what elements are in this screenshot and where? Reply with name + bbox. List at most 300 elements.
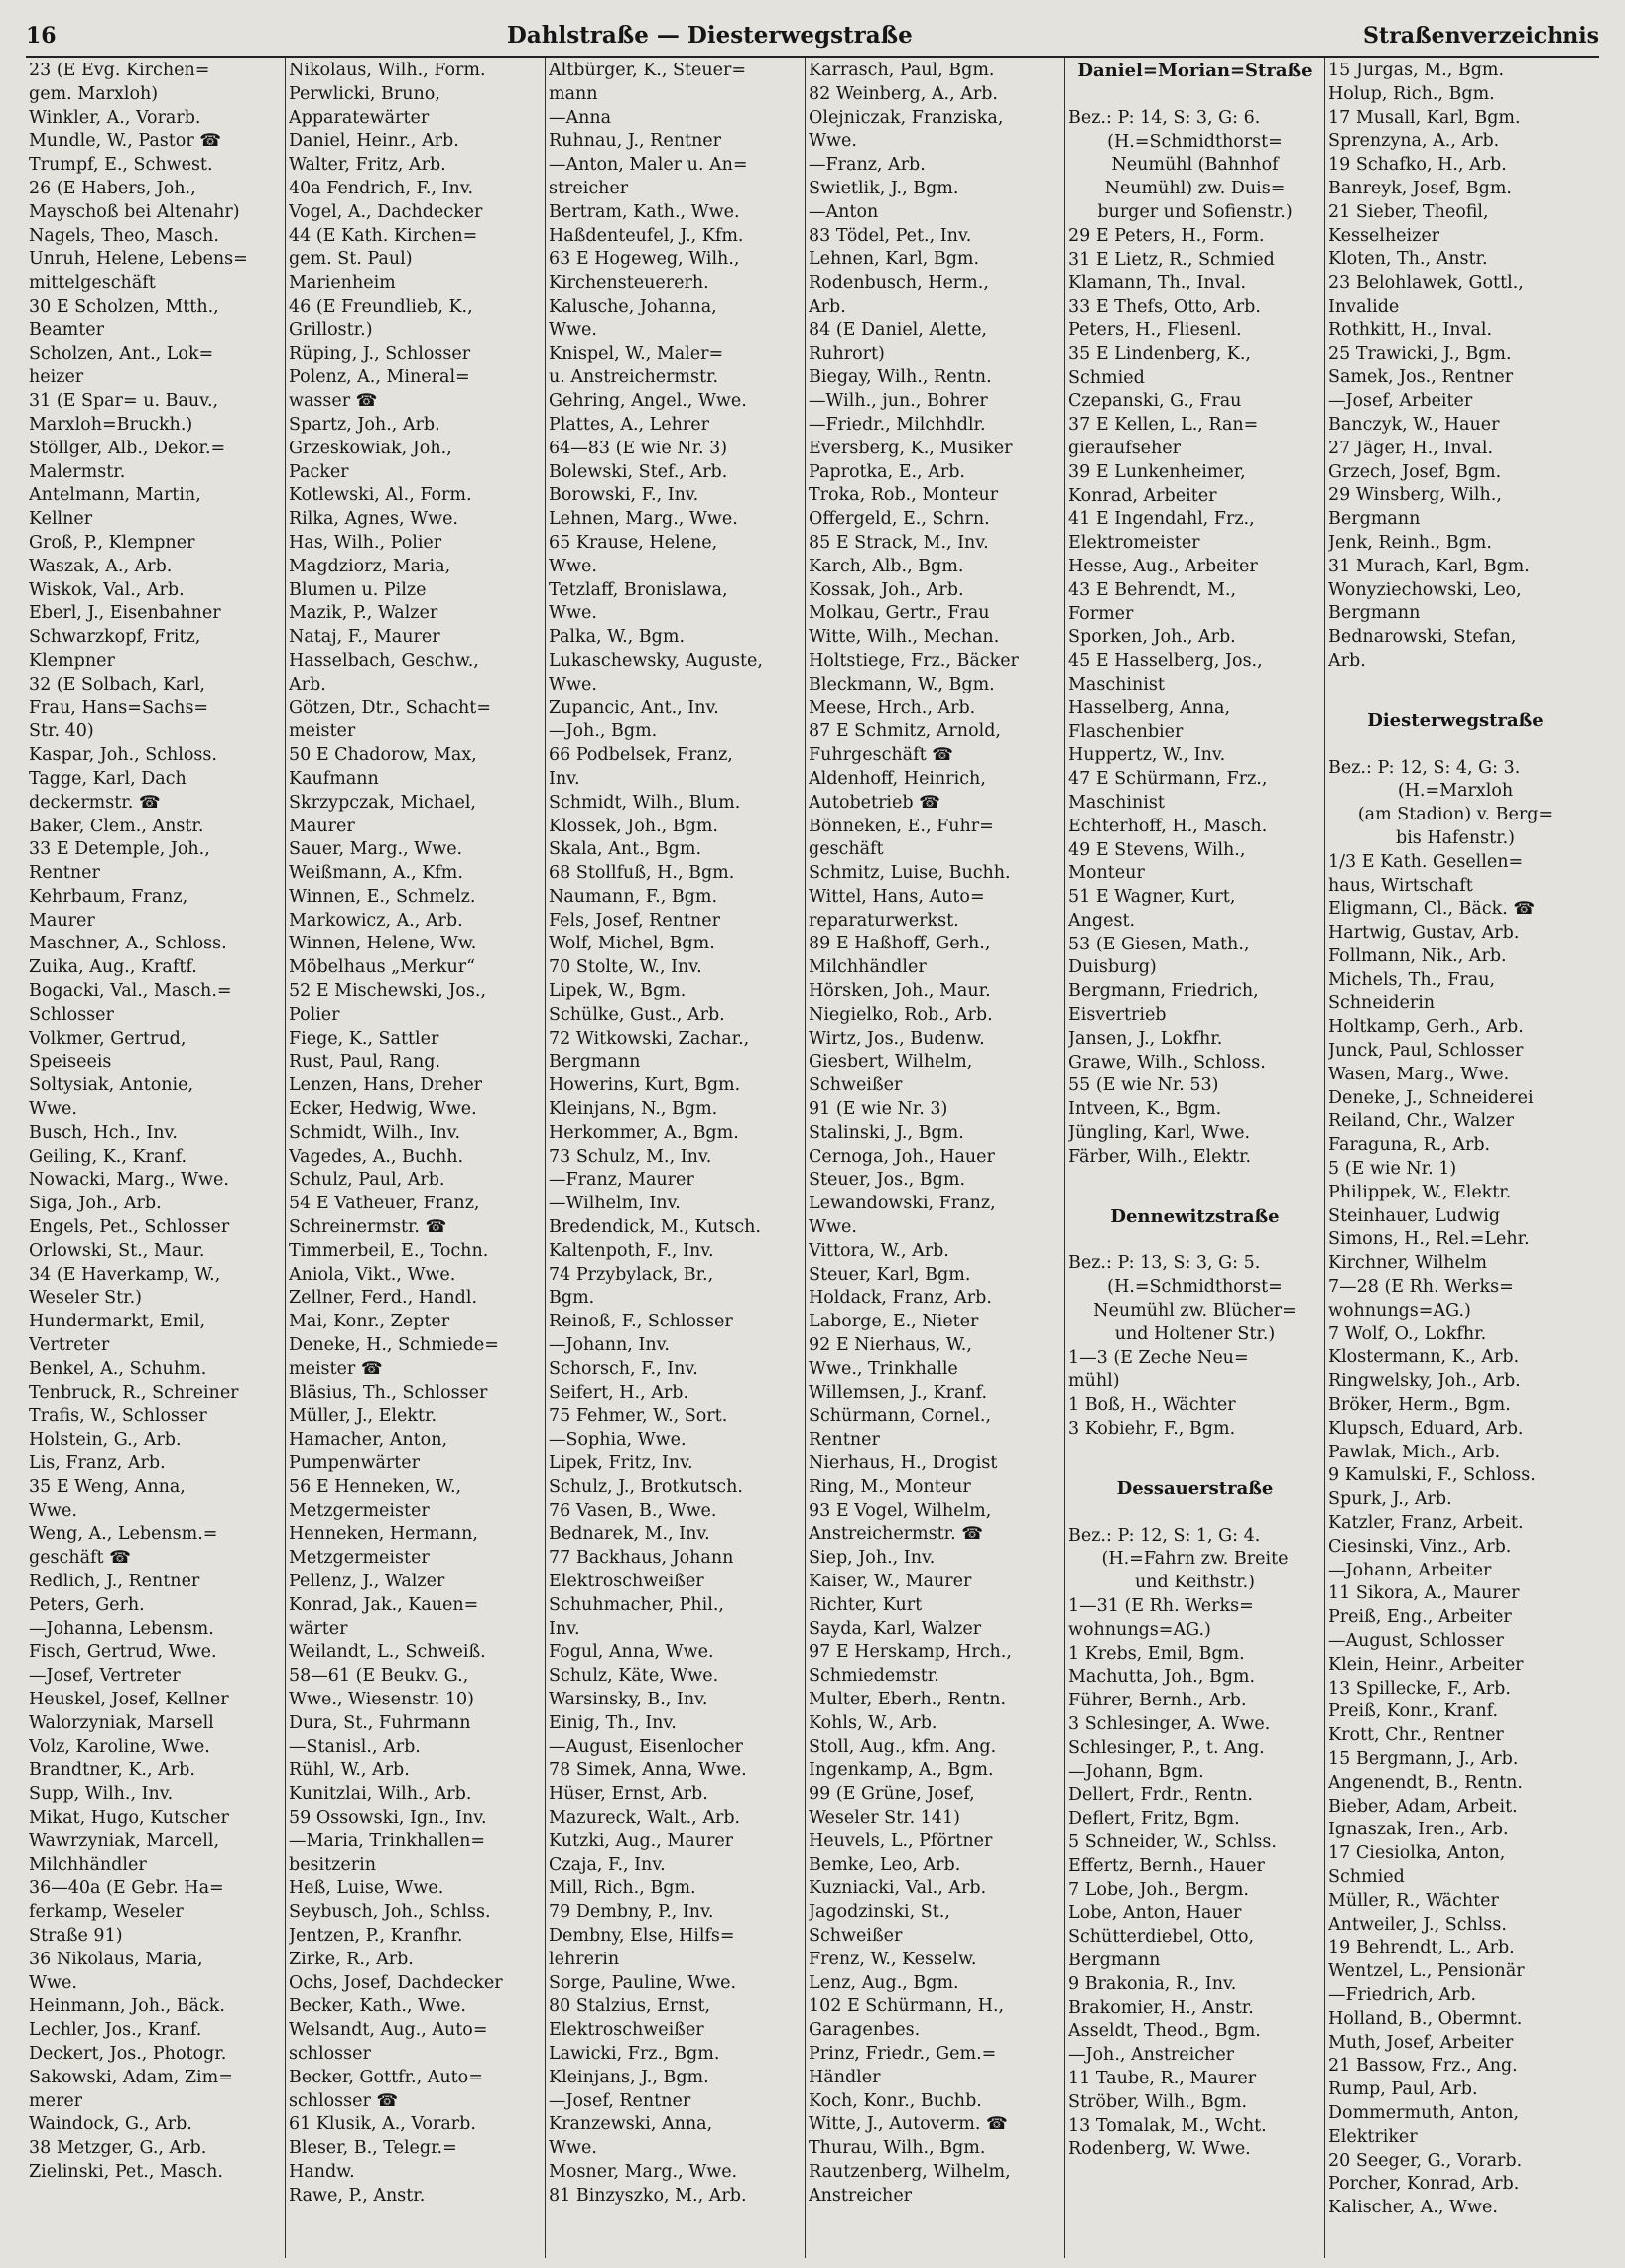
directory-entry: 23 Belohlawek, Gottl., [1328, 273, 1524, 294]
directory-entry: —Josef, Vertreter [29, 1666, 181, 1687]
directory-entry: Nierhaus, H., Drogist [809, 1453, 998, 1474]
directory-entry: Eversberg, K., Musiker [809, 438, 1013, 458]
page-title: Dahlstraße — Diesterwegstraße [506, 22, 913, 49]
directory-entry: Bredendick, M., Kutsch. [549, 1217, 761, 1238]
directory-entry: Bolewski, Stef., Arb. [549, 461, 728, 482]
directory-entry: 91 (E wie Nr. 3) [809, 1099, 948, 1120]
directory-entry: 19 Behrendt, L., Arb. [1328, 1938, 1515, 1958]
directory-entry: Junck, Paul, Schlosser [1328, 1041, 1524, 1062]
directory-entry: Klostermann, K., Arb. [1328, 1347, 1520, 1368]
directory-entry: Garagenbes. [809, 2020, 921, 2041]
directory-entry: gem. St. Paul) [289, 249, 413, 270]
directory-entry: Wwe. [29, 1099, 77, 1120]
directory-entry: mann [549, 83, 598, 104]
directory-entry: 33 E Detemple, Joh., [29, 839, 210, 860]
directory-entry: Bleser, B., Telegr.= [289, 2138, 457, 2159]
directory-entry: Witte, J., Autoverm. ☎ [809, 2114, 1008, 2135]
directory-entry: Wwe. [549, 603, 597, 624]
directory-entry: Has, Wilh., Polier [289, 532, 442, 553]
directory-entry: 35 E Weng, Anna, [29, 1476, 186, 1497]
directory-entry: 7—28 (E Rh. Werks= [1328, 1277, 1514, 1298]
directory-entry: Wawrzyniak, Marcell, [29, 1830, 220, 1851]
directory-entry: Jentzen, P., Kranfhr. [289, 1925, 463, 1946]
directory-entry: Faraguna, R., Arb. [1328, 1135, 1491, 1156]
directory-entry: 92 E Nierhaus, W., [809, 1335, 972, 1356]
directory-entry: Trumpf, E., Schwest. [29, 155, 213, 176]
directory-entry: 79 Dembny, P., Inv. [549, 1902, 714, 1923]
directory-entry: Deneke, J., Schneiderei [1328, 1087, 1534, 1108]
directory-entry: Kalusche, Johanna, [549, 296, 717, 316]
directory-entry: 29 E Peters, H., Form. [1068, 225, 1265, 246]
street-heading: Daniel=Morian=Straße [1077, 61, 1312, 81]
directory-entry: Supp, Wilh., Inv. [29, 1784, 174, 1805]
directory-entry: Czaja, F., Inv. [549, 1854, 666, 1875]
directory-entry: —Johann, Arbeiter [1328, 1560, 1492, 1580]
directory-entry: Packer [289, 461, 349, 482]
spacer [1068, 1501, 1321, 1525]
directory-entry: 81 Binzyszko, M., Arb. [549, 2185, 747, 2205]
directory-entry: 23 (E Evg. Kirchen= [29, 61, 210, 80]
directory-entry: Bogacki, Val., Masch.= [29, 981, 232, 1002]
directory-entry: 37 E Kellen, L., Ran= [1068, 415, 1259, 436]
directory-entry: Wonyziechowski, Leo, [1328, 579, 1522, 600]
directory-entry: Bergmann [549, 1052, 641, 1072]
directory-entry: Haßdenteufel, J., Kfm. [549, 225, 744, 246]
directory-entry: Bertram, Kath., Wwe. [549, 201, 740, 222]
directory-entry: Wwe., Trinkhalle [809, 1358, 958, 1379]
directory-entry: Vertreter [29, 1335, 110, 1356]
directory-entry: Anstreicher [809, 2185, 913, 2205]
directory-entry: Ruhrort) [809, 343, 885, 364]
directory-entry: Hüser, Ernst, Arb. [549, 1784, 708, 1805]
directory-entry: Elektriker [1328, 2126, 1418, 2147]
directory-entry: Mikat, Hugo, Kutscher [29, 1807, 229, 1827]
directory-entry: Bez.: P: 14, S: 3, G: 6. [1068, 107, 1261, 128]
directory-entry: 78 Simek, Anna, Wwe. [549, 1760, 747, 1781]
directory-entry: Kutzki, Aug., Maurer [549, 1830, 734, 1851]
directory-entry: Jagodzinski, St., [809, 1902, 950, 1923]
directory-entry: Schmidt, Wilh., Inv. [289, 1122, 461, 1143]
directory-entry: Wwe. [809, 1217, 857, 1238]
directory-entry: Fiege, K., Sattler [289, 1028, 439, 1049]
directory-entry: Rautzenberg, Wilhelm, [809, 2161, 1011, 2182]
directory-entry: 33 E Thefs, Otto, Arb. [1068, 297, 1261, 317]
directory-entry: Wirtz, Jos., Budenw. [809, 1028, 985, 1049]
directory-entry: Tetzlaff, Bronislawa, [549, 579, 728, 600]
directory-entry: 31 E Lietz, R., Schmied [1068, 249, 1275, 270]
directory-entry: Aniola, Vikt., Wwe. [289, 1264, 456, 1285]
directory-entry: Samek, Jos., Rentner [1328, 367, 1514, 388]
directory-entry: Wwe. [29, 1972, 77, 1993]
directory-entry: Kranzewski, Anna, [549, 2114, 713, 2135]
directory-entry: Former [1068, 603, 1134, 624]
page-number: 16 [26, 23, 57, 49]
directory-entry: —Franz, Maurer [549, 1170, 694, 1191]
directory-entry: 20 Seeger, G., Vorarb. [1328, 2150, 1523, 2171]
district-description: (H.=Fahrn zw. Breite [1101, 1549, 1289, 1570]
directory-entry: —Anton, Maler u. An= [549, 155, 748, 176]
directory-entry: Seybusch, Joh., Schlss. [289, 1902, 491, 1923]
directory-entry: Sauer, Marg., Wwe. [289, 839, 463, 860]
directory-entry: —Stanisl., Arb. [289, 1736, 421, 1757]
spacer [1328, 674, 1582, 709]
directory-entry: —August, Schlosser [1328, 1631, 1504, 1651]
directory-entry: Plattes, A., Lehrer [549, 414, 709, 435]
directory-entry: Elektromeister [1068, 533, 1200, 554]
directory-entry: Rust, Paul, Rang. [289, 1052, 441, 1072]
directory-entry: Fogul, Anna, Wwe. [549, 1642, 714, 1663]
directory-entry: Swietlik, J., Bgm. [809, 178, 959, 198]
directory-entry: Inv. [549, 768, 580, 789]
directory-entry: Rodenberg, W. Wwe. [1068, 2139, 1251, 2160]
directory-entry: Bergmann [1328, 603, 1421, 624]
district-description: (H.=Marxloh [1397, 781, 1514, 802]
directory-entry: Invalide [1328, 296, 1400, 316]
directory-entry: Simons, H., Rel.=Lehr. [1328, 1229, 1530, 1250]
directory-entry: Klein, Heinr., Arbeiter [1328, 1654, 1524, 1675]
directory-entry: Ring, M., Monteur [809, 1476, 971, 1497]
directory-entry: Ingenkamp, A., Bgm. [809, 1760, 994, 1781]
directory-entry: Sayda, Karl, Walzer [809, 1618, 982, 1639]
directory-entry: Michels, Th., Frau, [1328, 969, 1496, 990]
directory-entry: 1—3 (E Zeche Neu= [1068, 1347, 1249, 1368]
directory-entry: Schwarzkopf, Fritz, [29, 627, 201, 648]
directory-entry: Preiß, Eng., Arbeiter [1328, 1607, 1512, 1628]
directory-entry: Holland, B., Obermnt. [1328, 2008, 1523, 2029]
directory-entry: 49 E Stevens, Wilh., [1068, 839, 1246, 860]
directory-entry: Kleinjans, J., Bgm. [549, 2067, 709, 2087]
directory-entry: 55 (E wie Nr. 53) [1068, 1075, 1219, 1096]
directory-entry: Naumann, F., Bgm. [549, 886, 718, 907]
district-description: burger und Sofienstr.) [1097, 201, 1293, 222]
directory-entry: Wwe. [549, 674, 597, 694]
district-description: (H.=Schmidthorst= [1107, 131, 1283, 152]
directory-entry: Nataj, F., Maurer [289, 627, 440, 648]
section-title: Straßenverzeichnis [1363, 23, 1599, 49]
directory-entry: Schweißer [809, 1075, 903, 1096]
directory-entry: Kesselheizer [1328, 225, 1440, 246]
directory-entry: Kaufmann [289, 768, 379, 789]
directory-entry: 83 Tödel, Pet., Inv. [809, 225, 972, 246]
directory-entry: Deckert, Jos., Photogr. [29, 2043, 227, 2064]
directory-entry: Schulz, J., Brotkutsch. [549, 1476, 743, 1497]
directory-entry: Seifert, H., Arb. [549, 1382, 689, 1403]
directory-entry: Philippek, W., Elektr. [1328, 1182, 1512, 1202]
directory-entry: Stoll, Aug., kfm. Ang. [809, 1736, 997, 1757]
directory-entry: Markowicz, A., Arb. [289, 910, 463, 931]
directory-entry: Lawicki, Frz., Bgm. [549, 2043, 720, 2064]
directory-entry: 29 Winsberg, Wilh., [1328, 485, 1502, 506]
directory-entry: Steinhauer, Ludwig [1328, 1205, 1501, 1226]
directory-entry: Schütterdiebel, Otto, [1068, 1927, 1255, 1948]
directory-entry: wohnungs=AG.) [1328, 1300, 1471, 1321]
directory-entry: 65 Krause, Helene, [549, 532, 718, 553]
directory-entry: 72 Witkowski, Zachar., [549, 1028, 750, 1049]
directory-entry: Str. 40) [29, 721, 94, 742]
directory-entry: Porcher, Konrad, Arb. [1328, 2174, 1520, 2195]
directory-entry: 87 E Schmitz, Arnold, [809, 721, 1001, 742]
directory-entry: 44 (E Kath. Kirchen= [289, 225, 478, 246]
column-2 [286, 58, 546, 2258]
directory-entry: Waindock, G., Arb. [29, 2114, 192, 2135]
directory-entry: Troka, Rob., Monteur [809, 485, 999, 506]
directory-entry: Kellner [29, 509, 93, 530]
directory-entry: —Josef, Arbeiter [1328, 391, 1473, 412]
directory-entry: Sakowski, Adam, Zim= [29, 2067, 233, 2087]
directory-entry: ferkamp, Weseler [29, 1902, 184, 1923]
directory-entry: 43 E Behrendt, M., [1068, 579, 1237, 600]
directory-entry: Meese, Hrch., Arb. [809, 697, 976, 718]
directory-entry: mittelgeschäft [29, 273, 156, 294]
directory-entry: Eisvertrieb [1068, 1005, 1167, 1026]
directory-entry: Malermstr. [29, 461, 126, 482]
directory-entry: Aldenhoff, Heinrich, [809, 768, 986, 789]
directory-entry: Handw. [289, 2161, 355, 2182]
directory-entry: Hasselbach, Geschw., [289, 650, 479, 671]
directory-entry: Warsinsky, B., Inv. [549, 1689, 708, 1709]
directory-entry: 58—61 (E Beukv. G., [289, 1666, 469, 1687]
directory-entry: —Friedr., Milchhdlr. [809, 414, 986, 435]
directory-entry: mühl) [1068, 1371, 1120, 1392]
directory-entry: —Anna [549, 107, 612, 128]
directory-entry: 1 Krebs, Emil, Bgm. [1068, 1643, 1245, 1664]
spacer [1068, 83, 1321, 107]
directory-entry: Milchhändler [809, 957, 927, 978]
directory-entry: Giesbert, Wilhelm, [809, 1052, 973, 1072]
directory-entry: Sorge, Pauline, Wwe. [549, 1972, 737, 1993]
directory-entry: Kuzniacki, Val., Arb. [809, 1878, 987, 1899]
directory-entry: Klossek, Joh., Bgm. [549, 816, 718, 836]
directory-entry: Deflert, Fritz, Bgm. [1068, 1809, 1240, 1829]
directory-entry: Volkmer, Gertrud, [29, 1028, 187, 1049]
directory-entry: Holup, Rich., Bgm. [1328, 83, 1495, 104]
directory-entry: 9 Brakonia, R., Inv. [1068, 1973, 1237, 1994]
directory-entry: Angest. [1068, 910, 1136, 931]
directory-entry: 47 E Schürmann, Frz., [1068, 769, 1268, 790]
directory-entry: Bergmann, Friedrich, [1068, 981, 1259, 1002]
directory-entry: Steuer, Jos., Bgm. [809, 1170, 966, 1191]
directory-entry: Färber, Wilh., Elektr. [1068, 1146, 1252, 1167]
directory-entry: Bieber, Adam, Arbeit. [1328, 1796, 1518, 1817]
directory-entry: Koch, Konr., Buchb. [809, 2090, 982, 2111]
directory-entry: 66 Podbelsek, Franz, [549, 745, 733, 766]
directory-entry: Angenendt, B., Rentn. [1328, 1772, 1523, 1793]
directory-entry: 21 Bassow, Frz., Ang. [1328, 2056, 1518, 2077]
directory-entry: Kehrbaum, Franz, [29, 886, 188, 907]
directory-entry: Walter, Fritz, Arb. [289, 155, 446, 176]
directory-entry: Götzen, Dtr., Schacht= [289, 697, 491, 718]
directory-entry: Orlowski, St., Maur. [29, 1240, 205, 1261]
directory-entry: Antweiler, J., Schlss. [1328, 1914, 1507, 1935]
street-heading: Dessauerstraße [1116, 1477, 1274, 1499]
directory-entry: Kohls, W., Arb. [809, 1712, 938, 1733]
directory-entry: Wittel, Hans, Auto= [809, 886, 985, 907]
directory-entry: Vittora, W., Arb. [809, 1240, 949, 1261]
directory-entry: 75 Fehmer, W., Sort. [549, 1406, 728, 1427]
directory-entry: Hasselberg, Anna, [1068, 697, 1231, 718]
directory-entry: 97 E Herskamp, Hrch., [809, 1642, 1012, 1663]
directory-entry: Volz, Karoline, Wwe. [29, 1736, 210, 1757]
directory-entry: Lenz, Aug., Bgm. [809, 1972, 959, 1993]
directory-entry: 59 Ossowski, Ign., Inv. [289, 1807, 487, 1827]
directory-entry: Ströber, Wilh., Bgm. [1068, 2091, 1248, 2112]
directory-entry: Heuvels, L., Pförtner [809, 1830, 993, 1851]
directory-entry: Mai, Konr., Zepter [289, 1312, 450, 1332]
directory-entry: 17 Ciesiolka, Anton, [1328, 1843, 1506, 1864]
directory-entry: Kunitzlai, Wilh., Arb. [289, 1784, 472, 1805]
district-description: (H.=Schmidthorst= [1107, 1277, 1283, 1298]
directory-entry: Waszak, A., Arb. [29, 556, 173, 576]
directory-entry: Rühl, W., Arb. [289, 1760, 410, 1781]
directory-entry: 15 Bergmann, J., Arb. [1328, 1748, 1519, 1769]
directory-entry: Bednarowski, Stefan, [1328, 627, 1517, 648]
directory-entry: Konrad, Jak., Kauen= [289, 1594, 479, 1615]
directory-entry: geschäft ☎ [29, 1548, 131, 1569]
columns-container [26, 58, 1599, 2258]
directory-entry: Schuhmacher, Phil., [549, 1594, 724, 1615]
directory-entry: Bleckmann, W., Bgm. [809, 674, 995, 694]
directory-entry: Winnen, E., Schmelz. [289, 886, 476, 907]
directory-entry: Mosner, Marg., Wwe. [549, 2161, 738, 2182]
directory-entry: 74 Przybylack, Br., [549, 1264, 714, 1285]
directory-entry: 38 Metzger, G., Arb. [29, 2138, 207, 2159]
directory-entry: Baker, Clem., Anstr. [29, 816, 204, 836]
directory-entry: Kaiser, W., Maurer [809, 1572, 972, 1591]
directory-entry: 3 Kobiehr, F., Bgm. [1068, 1419, 1236, 1440]
directory-entry: Multer, Eberh., Rentn. [809, 1689, 1007, 1709]
directory-entry: Tenbruck, R., Schreiner [29, 1382, 239, 1403]
directory-entry: Weseler Str.) [29, 1288, 142, 1309]
directory-entry: Scholzen, Ant., Lok= [29, 343, 214, 364]
directory-entry: Arb. [809, 296, 846, 316]
directory-entry: Tagge, Karl, Dach [29, 768, 187, 789]
page-header [26, 22, 1599, 58]
directory-entry: Mill, Rich., Bgm. [549, 1878, 696, 1899]
directory-entry: Hesse, Aug., Arbeiter [1068, 556, 1258, 576]
directory-entry: Willemsen, J., Kranf. [809, 1382, 988, 1403]
directory-entry: 35 E Lindenberg, K., [1068, 343, 1251, 364]
directory-entry: Schulz, Käte, Wwe. [549, 1666, 719, 1687]
directory-entry: Milchhändler [29, 1854, 147, 1875]
directory-entry: Pellenz, J., Walzer [289, 1572, 445, 1591]
directory-entry: Schlesinger, P., t. Ang. [1068, 1737, 1265, 1758]
directory-entry: Reiland, Chr., Walzer [1328, 1111, 1514, 1132]
directory-entry: Bednarek, M., Inv. [549, 1524, 710, 1545]
directory-entry: 102 E Schürmann, H., [809, 1996, 1005, 2017]
directory-entry: Dellert, Frdr., Rentn. [1068, 1785, 1253, 1806]
directory-entry: Vagedes, A., Buchh. [289, 1146, 464, 1167]
directory-entry: Borowski, F., Inv. [549, 485, 699, 506]
directory-entry: Lipek, W., Bgm. [549, 981, 687, 1002]
directory-entry: —Wilhelm, Inv. [549, 1194, 681, 1214]
directory-entry: Bez.: P: 13, S: 3, G: 5. [1068, 1253, 1261, 1274]
directory-entry: Banczyk, W., Hauer [1328, 414, 1500, 435]
directory-entry: Möbelhaus „Merkur“ [289, 957, 476, 978]
directory-entry: Ignaszak, Iren., Arb. [1328, 1820, 1509, 1840]
directory-entry: Sprenzyna, A., Arb. [1328, 131, 1500, 152]
directory-entry: 77 Backhaus, Johann [549, 1548, 734, 1569]
directory-entry: Bez.: P: 12, S: 1, G: 4. [1068, 1525, 1261, 1546]
directory-entry: 63 E Hogeweg, Wilh., [549, 249, 740, 270]
street-heading: Dennewitzstraße [1110, 1205, 1280, 1227]
directory-entry: Ringwelsky, Joh., Arb. [1328, 1371, 1521, 1392]
directory-entry: 7 Wolf, O., Lokfhr. [1328, 1323, 1487, 1344]
directory-entry: Welsandt, Aug., Auto= [289, 2020, 488, 2041]
directory-entry: —Johann, Inv. [549, 1335, 670, 1356]
directory-entry: Apparatewärter [289, 107, 430, 128]
directory-entry: Blumen u. Pilze [289, 579, 427, 600]
district-description: Neumühl (Bahnhof [1111, 155, 1279, 176]
directory-entry: Kotlewski, Al., Form. [289, 485, 472, 506]
directory-entry: Reinoß, F., Schlosser [549, 1312, 733, 1332]
district-description: und Keithstr.) [1134, 1573, 1255, 1593]
directory-entry: Bröker, Herm., Bgm. [1328, 1395, 1511, 1416]
directory-entry: Ecker, Hedwig, Wwe. [289, 1099, 477, 1120]
directory-entry: 73 Schulz, M., Inv. [549, 1146, 712, 1167]
directory-entry: 61 Klusik, A., Vorarb. [289, 2114, 476, 2135]
directory-entry: Siga, Joh., Arb. [29, 1194, 162, 1214]
directory-entry: 25 Trawicki, J., Bgm. [1328, 343, 1512, 364]
directory-entry: Busch, Hch., Inv. [29, 1122, 178, 1143]
directory-entry: Bläsius, Th., Schlosser [289, 1382, 488, 1403]
directory-entry: Kaltenpoth, F., Inv. [549, 1240, 714, 1261]
directory-entry: Schmied [1068, 367, 1145, 388]
directory-entry: schlosser ☎ [289, 2090, 399, 2111]
directory-entry: Stalinski, J., Bgm. [809, 1122, 964, 1143]
directory-entry: 1 Boß, H., Wächter [1068, 1395, 1236, 1416]
spacer [1068, 1442, 1321, 1477]
directory-entry: 82 Weinberg, A., Arb. [809, 83, 998, 104]
directory-entry: Lehnen, Karl, Bgm. [809, 249, 980, 270]
column-6 [1325, 58, 1585, 2258]
directory-entry: Zupancic, Ant., Inv. [549, 697, 719, 718]
directory-entry: Czepanski, G., Frau [1068, 391, 1242, 412]
directory-entry: Deneke, H., Schmiede= [289, 1335, 499, 1356]
directory-entry: Rüping, J., Schlosser [289, 343, 471, 364]
directory-entry: Engels, Pet., Schlosser [29, 1217, 230, 1238]
directory-entry: Spurk, J., Arb. [1328, 1489, 1452, 1510]
directory-entry: 40a Fendrich, F., Inv. [289, 178, 474, 198]
directory-entry: 30 E Scholzen, Mtth., [29, 296, 219, 316]
directory-entry: Pumpenwärter [289, 1453, 421, 1474]
directory-entry: Herkommer, A., Bgm. [549, 1122, 739, 1143]
directory-entry: Peters, Gerh. [29, 1594, 145, 1615]
directory-entry: Nikolaus, Wilh., Form. [289, 61, 486, 80]
directory-entry: Polenz, A., Mineral= [289, 367, 470, 388]
directory-entry: Biegay, Wilh., Rentn. [809, 367, 992, 388]
directory-entry: 34 (E Haverkamp, W., [29, 1264, 221, 1285]
directory-entry: Maschinist [1068, 674, 1165, 694]
directory-entry: Grzech, Josef, Bgm. [1328, 461, 1502, 482]
directory-entry: Einig, Th., Inv. [549, 1712, 677, 1733]
directory-entry: Grzeskowiak, Joh., [289, 438, 452, 458]
directory-entry: Rump, Paul, Arb. [1328, 2079, 1478, 2100]
directory-entry: Grillostr.) [289, 319, 373, 340]
directory-entry: Führer, Bernh., Arb. [1068, 1691, 1247, 1711]
directory-entry: Händler [809, 2067, 881, 2087]
directory-entry: Skrzypczak, Michael, [289, 792, 476, 813]
column-5 [1065, 58, 1325, 2258]
directory-entry: wärter [289, 1618, 348, 1639]
directory-entry: Vogel, A., Dachdecker [289, 201, 483, 222]
directory-entry: Straße 91) [29, 1925, 123, 1946]
directory-entry: Eberl, J., Eisenbahner [29, 603, 221, 624]
district-description: bis Hafenstr.) [1396, 827, 1515, 848]
district-description: und Holtener Str.) [1114, 1323, 1276, 1344]
directory-entry: Weseler Str. 141) [809, 1807, 960, 1827]
directory-entry: Winnen, Helene, Ww. [289, 934, 477, 954]
directory-entry: haus, Wirtschaft [1328, 875, 1473, 896]
